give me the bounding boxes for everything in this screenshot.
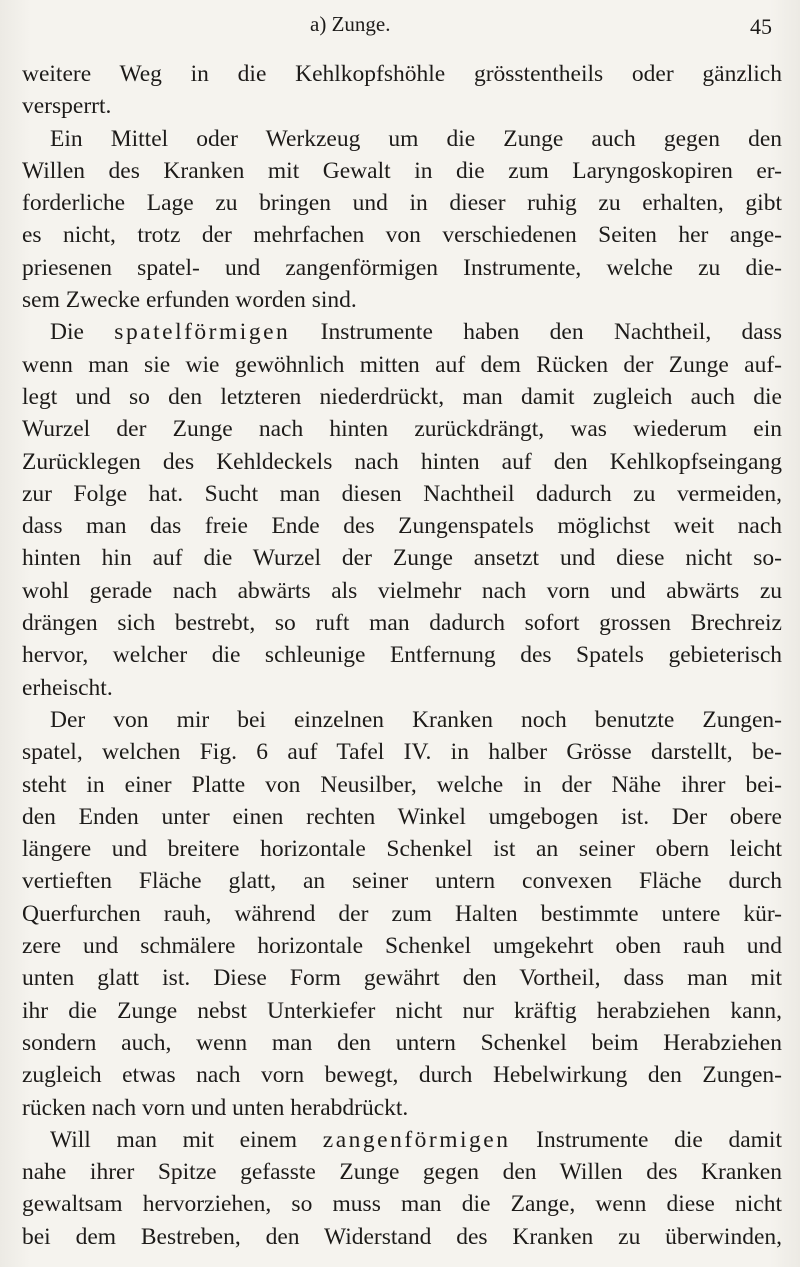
text-line: [22, 1027, 782, 1059]
emphasized-term: zangenförmigen: [322, 1126, 511, 1153]
line-text: weitere Weg in die Kehlkopfshöhle grösstentheils oder gänzlich: [22, 61, 782, 87]
line-text: zur Folge hat. Sucht man diesen Nachtheil dadurch zu vermeiden,: [22, 480, 782, 507]
text-line: [22, 833, 782, 865]
text-line: [22, 639, 782, 671]
line-text: legt und so den letzteren niederdrückt, man damit zugleich auch die: [22, 383, 782, 410]
line-text: vertieften Fläche glatt, an seiner untern convexen Fläche durch: [22, 868, 782, 895]
running-head: [0, 6, 800, 40]
line-text: Zurücklegen des Kehldeckels nach hinten auf den Kehlkopfseingang: [22, 448, 782, 475]
emphasized-term: spatelförmigen: [114, 319, 291, 346]
line-text: Instrumente die damit: [536, 1126, 782, 1153]
text-line: [22, 865, 782, 897]
line-text: hinten hin auf die Wurzel der Zunge ansetzt und diese nicht so-: [22, 545, 782, 572]
text-line: [22, 123, 782, 155]
line-text: hervor, welcher die schleunige Entfernung des Spatels gebieterisch: [22, 642, 782, 669]
line-text: es nicht, trotz der mehrfachen von verschiedenen Seiten her ange-: [22, 222, 782, 249]
line-text: Willen des Kranken mit Gewalt in die zum Laryngoskopiren er-: [22, 157, 782, 184]
text-line: [22, 284, 782, 316]
text-line: [22, 381, 782, 413]
line-text: ihr die Zunge nebst Unterkiefer nicht nur kräftig herabziehen kann,: [22, 997, 782, 1024]
line-text: Der von mir bei einzelnen Kranken noch benutzte Zungen-: [50, 706, 782, 733]
text-line: [22, 1188, 782, 1220]
text-line: [22, 446, 782, 478]
text-line: [22, 769, 782, 801]
line-text: den Enden unter einen rechten Winkel umgebogen ist. Der obere: [22, 803, 782, 830]
line-text: zugleich etwas nach vorn bewegt, durch Hebelwirkung den Zungen-: [22, 1062, 782, 1089]
line-text: forderliche Lage zu bringen und in dieser ruhig zu erhalten, gibt: [22, 190, 782, 217]
text-line: [22, 542, 782, 574]
text-line: [22, 413, 782, 445]
text-line: [22, 219, 782, 251]
text-line: [22, 58, 782, 90]
text-line: [22, 510, 782, 542]
text-line: [22, 672, 782, 704]
text-line: [22, 478, 782, 510]
text-line: [22, 898, 782, 930]
line-text: Will man mit einem: [50, 1126, 298, 1153]
text-line: [22, 1092, 782, 1124]
line-text: gewaltsam hervorziehen, so muss man die Zange, wenn diese nicht: [22, 1191, 782, 1218]
text-line: [22, 575, 782, 607]
text-line: [22, 187, 782, 219]
text-line: [22, 1059, 782, 1091]
text-line: [22, 1221, 782, 1253]
line-text: rücken nach vorn und unten herabdrückt.: [22, 1094, 409, 1121]
line-text: Die: [50, 319, 84, 346]
line-text: steht in einer Platte von Neusilber, welche in der Nähe ihrer bei-: [22, 771, 782, 798]
text-line: [22, 930, 782, 962]
line-text: versperrt.: [22, 93, 112, 120]
text-line: [22, 349, 782, 381]
text-line: [22, 1124, 782, 1156]
line-text: sem Zwecke erfunden worden sind.: [22, 287, 357, 314]
line-text: dass man das freie Ende des Zungenspatels möglichst weit nach: [22, 513, 782, 540]
text-line: [22, 252, 782, 284]
text-line: [22, 962, 782, 994]
line-text: unten glatt ist. Diese Form gewährt den Vortheil, dass man mit: [22, 965, 782, 992]
line-text: sondern auch, wenn man den untern Schenkel beim Herabziehen: [22, 1029, 782, 1056]
text-line: [22, 90, 782, 122]
line-text: bei dem Bestreben, den Widerstand des Kranken zu überwinden,: [22, 1223, 782, 1250]
page-number: 45: [750, 14, 772, 39]
body-text: [22, 58, 782, 1253]
line-text: wenn man sie wie gewöhnlich mitten auf dem Rücken der Zunge auf-: [22, 351, 782, 378]
line-text: Querfurchen rauh, während der zum Halten bestimmte untere kür-: [22, 900, 782, 927]
text-line: [22, 704, 782, 736]
line-text: Ein Mittel oder Werkzeug um die Zunge auch gegen den: [50, 125, 782, 152]
line-text: nahe ihrer Spitze gefasste Zunge gegen den Willen des Kranken: [22, 1159, 782, 1186]
line-text: zere und schmälere horizontale Schenkel umgekehrt oben rauh und: [22, 933, 782, 960]
text-line: [22, 316, 782, 348]
text-line: [22, 995, 782, 1027]
line-text: drängen sich bestrebt, so ruft man dadurch sofort grossen Brechreiz: [22, 610, 782, 637]
line-text: längere und breitere horizontale Schenkel ist an seiner obern leicht: [22, 836, 782, 863]
section-title: a) Zunge.: [310, 12, 391, 36]
line-text: wohl gerade nach abwärts als vielmehr nach vorn und abwärts zu: [22, 577, 782, 604]
line-text: Wurzel der Zunge nach hinten zurückdrängt, was wiederum ein: [22, 416, 782, 443]
text-line: [22, 155, 782, 187]
line-text: erheischt.: [22, 674, 113, 701]
text-line: [22, 801, 782, 833]
text-line: [22, 1156, 782, 1188]
line-text: Instrumente haben den Nachtheil, dass: [320, 319, 783, 346]
line-text: priesenen spatel- und zangenförmigen Instrumente, welche zu die-: [22, 254, 782, 281]
text-line: [22, 607, 782, 639]
line-text: spatel, welchen Fig. 6 auf Tafel IV. in halber Grösse darstellt, be-: [22, 739, 782, 766]
text-line: [22, 736, 782, 768]
